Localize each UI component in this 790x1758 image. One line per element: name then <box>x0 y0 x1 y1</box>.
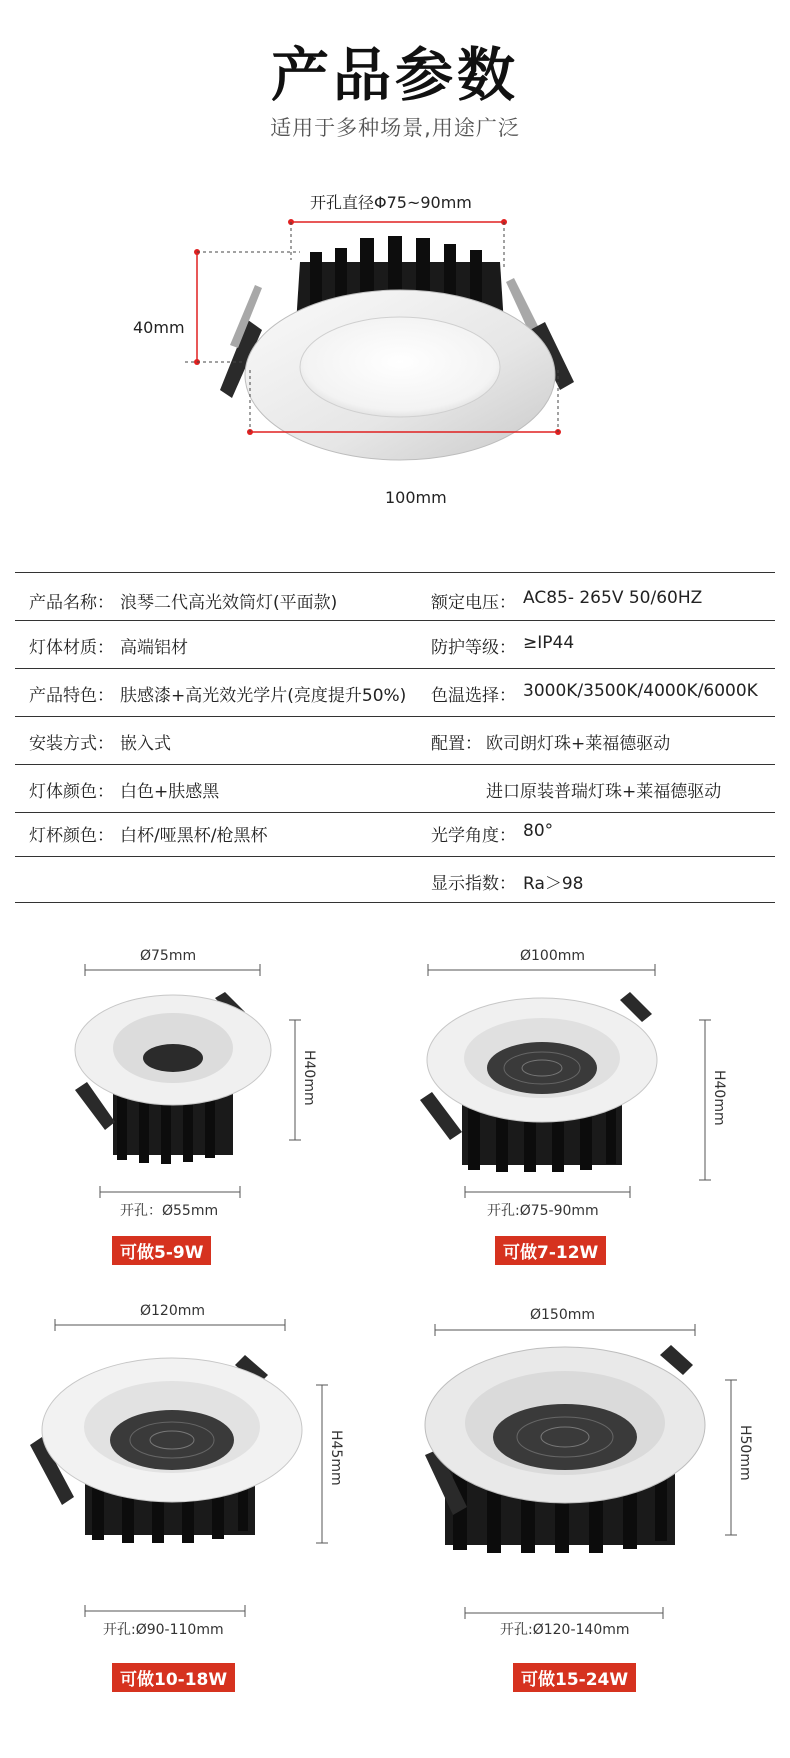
spec-value: 白杯/哑黑杯/枪黑杯 <box>120 826 268 846</box>
product-height: H40mm <box>711 1070 727 1126</box>
table-bottom-border <box>15 902 775 903</box>
spec-value: Ra＞98 <box>523 874 584 894</box>
page-subtitle: 适用于多种场景,用途广泛 <box>270 116 520 140</box>
cutout-diameter-label: 开孔直径Φ75~90mm <box>310 193 472 212</box>
spec-label: 灯杯颜色： <box>29 826 114 846</box>
product-cutout: 开孔：Ø55mm <box>120 1203 219 1219</box>
table-row <box>15 764 775 812</box>
spec-label: 产品特色： <box>29 686 114 706</box>
power-badge: 可做5-9W <box>112 1236 211 1265</box>
product-height: H45mm <box>328 1430 344 1486</box>
page-title: 产品参数 <box>270 41 519 109</box>
main-product-diagram <box>0 170 790 520</box>
spec-label: 光学角度： <box>431 826 516 846</box>
main-lamp-illustration <box>0 170 790 520</box>
spec-value: 嵌入式 <box>120 734 171 754</box>
product-lamp-illustration <box>30 1285 360 1705</box>
product-card <box>55 930 345 1263</box>
spec-label: 灯体材质： <box>29 638 114 658</box>
product-cutout: 开孔:Ø75-90mm <box>487 1203 599 1219</box>
power-badge: 可做7-12W <box>495 1236 606 1265</box>
product-diameter: Ø150mm <box>530 1307 596 1323</box>
product-cutout: 开孔:Ø120-140mm <box>500 1622 630 1638</box>
spec-value: 欧司朗灯珠+莱福德驱动 <box>486 734 671 754</box>
spec-label: 安装方式： <box>29 734 114 754</box>
table-row <box>15 620 775 668</box>
height-label: 40mm <box>133 318 185 337</box>
product-height: H50mm <box>737 1425 753 1481</box>
table-row <box>15 716 775 764</box>
table-row <box>15 812 775 856</box>
spec-value: 白色+肤感黑 <box>120 782 220 802</box>
product-cutout: 开孔:Ø90-110mm <box>103 1622 224 1638</box>
spec-value: 80° <box>523 821 554 841</box>
table-row <box>15 856 775 902</box>
product-diameter: Ø75mm <box>140 948 197 964</box>
spec-label: 产品名称： <box>29 593 114 613</box>
spec-value: 浪琴二代高光效筒灯(平面款) <box>120 593 338 613</box>
spec-label: 防护等级： <box>431 638 516 658</box>
power-badge: 可做15-24W <box>513 1663 636 1692</box>
product-card <box>30 1285 360 1705</box>
table-row <box>15 668 775 716</box>
power-badge: 可做10-18W <box>112 1663 235 1692</box>
width-label: 100mm <box>385 488 447 507</box>
product-card <box>405 1285 765 1705</box>
product-diameter: Ø120mm <box>140 1303 206 1319</box>
spec-value: 3000K/3500K/4000K/6000K <box>523 681 758 701</box>
spec-value: AC85- 265V 50/60HZ <box>523 588 703 608</box>
table-row <box>15 572 775 620</box>
spec-label: 色温选择： <box>431 686 516 706</box>
spec-value: ≥IP44 <box>523 633 575 653</box>
spec-value: 肤感漆+高光效光学片(亮度提升50%) <box>120 686 407 706</box>
spec-label: 显示指数： <box>431 874 516 894</box>
spec-value: 进口原装普瑞灯珠+莱福德驱动 <box>486 782 722 802</box>
product-card <box>420 930 750 1263</box>
spec-value: 高端铝材 <box>120 638 188 658</box>
product-diameter: Ø100mm <box>520 948 586 964</box>
product-lamp-illustration <box>405 1285 765 1705</box>
spec-label: 灯体颜色： <box>29 782 114 802</box>
product-height: H40mm <box>301 1050 317 1106</box>
spec-label: 额定电压： <box>431 593 516 613</box>
spec-label: 配置： <box>431 734 482 754</box>
